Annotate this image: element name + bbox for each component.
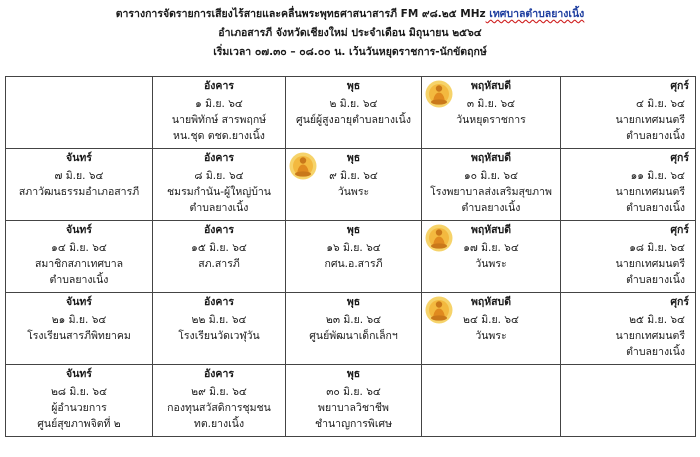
schedule-title-municipality: เทศบาลตำบลยางเนิ้ง [485, 8, 585, 20]
weekday-label: พุธ [346, 224, 361, 236]
week-row [6, 365, 696, 437]
day-cell [153, 77, 286, 149]
speaker-line: ตำบลยางเนิ้ง [189, 202, 249, 214]
speaker-line: สภาวัฒนธรรมอำเภอสารภี [18, 186, 140, 198]
weekday-label: อังคาร [204, 368, 234, 380]
date-label: ๗ มิ.ย. ๖๔ [54, 170, 104, 182]
speaker-line: โรงเรียนวัดเวฬุวัน [178, 330, 260, 342]
speaker-line: หน.ชุด ตชด.ยางเนิ้ง [173, 130, 265, 142]
weekday-label: ศุกร์ [670, 80, 689, 92]
day-cell [6, 149, 153, 221]
date-label: ๒๓ มิ.ย. ๖๔ [325, 314, 382, 326]
day-cell [561, 365, 696, 437]
broadcast-schedule-table [5, 76, 696, 437]
day-cell [286, 77, 422, 149]
day-cell [422, 77, 561, 149]
date-label: ๘ มิ.ย. ๖๔ [194, 170, 244, 182]
day-cell [561, 77, 696, 149]
weekday-label: อังคาร [204, 152, 234, 164]
speaker-line: นายพิทักษ์ สารพฤกษ์ [171, 114, 267, 126]
weekday-label: พฤหัสบดี [470, 152, 512, 164]
schedule-title-main: ตารางการจัดรายการเสียงไร้สายและคลื่นพระพุทธศาสนาสารภี FM ๙๘.๒๕ MHz [115, 8, 486, 20]
buddha-icon [425, 224, 453, 252]
speaker-line: วันหยุดราชการ [456, 114, 526, 126]
date-label: ๑๑ มิ.ย. ๖๔ [630, 170, 685, 182]
weekday-label: พุธ [346, 80, 361, 92]
week-row [6, 221, 696, 293]
buddha-icon [425, 296, 453, 324]
week-row [6, 293, 696, 365]
speaker-line: ศูนย์พัฒนาเด็กเล็กฯ [309, 330, 398, 342]
weekday-label: ศุกร์ [670, 224, 689, 236]
schedule-subtitle: อำเภอสารภี จังหวัดเชียงใหม่ ประจำเดือน มิถุนายน ๒๕๖๔ [218, 27, 482, 39]
weekday-label: พุธ [346, 368, 361, 380]
buddha-icon [425, 80, 453, 108]
day-cell [422, 221, 561, 293]
schedule-title [0, 5, 700, 22]
day-cell [422, 365, 561, 437]
speaker-line: ผู้อำนวยการ [51, 402, 107, 414]
date-label: ๙ มิ.ย. ๖๔ [329, 170, 378, 182]
day-cell [561, 293, 696, 365]
day-cell [561, 221, 696, 293]
speaker-line: ชำนาญการพิเศษ [314, 418, 393, 430]
date-label: ๑๔ มิ.ย. ๖๔ [51, 242, 107, 254]
speaker-line: กองทุนสวัสดิการชุมชน [167, 402, 271, 414]
speaker-line: โรงเรียนสารภีพิทยาคม [27, 330, 131, 342]
day-cell [561, 149, 696, 221]
day-cell [6, 77, 153, 149]
day-cell [6, 365, 153, 437]
weekday-label: อังคาร [204, 80, 234, 92]
speaker-line: วันพระ [475, 258, 507, 270]
weekday-label: อังคาร [204, 224, 234, 236]
speaker-line: ตำบลยางเนิ้ง [49, 274, 109, 286]
date-label: ๒๙ มิ.ย. ๖๔ [191, 386, 247, 398]
date-label: ๔ มิ.ย. ๖๔ [636, 98, 685, 110]
date-label: ๓ มิ.ย. ๖๔ [466, 98, 516, 110]
date-label: ๒๔ มิ.ย. ๖๔ [463, 314, 519, 326]
buddha-icon [289, 152, 317, 180]
day-cell [286, 149, 422, 221]
speaker-line: นายกเทศมนตรี [615, 186, 685, 198]
week-row [6, 77, 696, 149]
date-label: ๑๐ มิ.ย. ๖๔ [463, 170, 519, 182]
weekday-label: จันทร์ [66, 368, 92, 380]
day-cell [6, 293, 153, 365]
weekday-label: จันทร์ [66, 224, 92, 236]
weekday-label: จันทร์ [66, 296, 92, 308]
week-row [6, 149, 696, 221]
weekday-label: พุธ [346, 296, 361, 308]
speaker-line: สมาชิกสภาเทศบาล [34, 258, 124, 270]
day-cell [153, 221, 286, 293]
weekday-label: พุธ [346, 152, 361, 164]
date-label: ๓๐ มิ.ย. ๖๔ [326, 386, 381, 398]
date-label: ๑๕ มิ.ย. ๖๔ [191, 242, 247, 254]
day-cell [422, 293, 561, 365]
day-cell [286, 293, 422, 365]
speaker-line: ศูนย์ผู้สูงอายุตำบลยางเนิ้ง [296, 114, 411, 126]
speaker-line: ตำบลยางเนิ้ง [626, 202, 685, 214]
date-label: ๒๕ มิ.ย. ๖๔ [629, 314, 685, 326]
date-label: ๒๘ มิ.ย. ๖๔ [50, 386, 108, 398]
date-label: ๑๖ มิ.ย. ๖๔ [326, 242, 381, 254]
speaker-line: วันพระ [475, 330, 507, 342]
speaker-line: พยาบาลวิชาชีพ [318, 402, 389, 414]
weekday-label: จันทร์ [66, 152, 92, 164]
date-label: ๑๗ มิ.ย. ๖๔ [463, 242, 519, 254]
day-cell [153, 149, 286, 221]
day-cell [153, 365, 286, 437]
speaker-line: สภ.สารภี [198, 258, 240, 270]
speaker-line: นายกเทศมนตรี [615, 114, 685, 126]
weekday-label: ศุกร์ [670, 152, 689, 164]
day-cell [153, 293, 286, 365]
day-cell [6, 221, 153, 293]
speaker-line: นายกเทศมนตรี [615, 258, 685, 270]
day-cell [286, 365, 422, 437]
speaker-line: ชมรมกำนัน-ผู้ใหญ่บ้าน [167, 186, 271, 198]
weekday-label: พฤหัสบดี [470, 224, 512, 236]
date-label: ๒๑ มิ.ย. ๖๔ [51, 314, 107, 326]
day-cell [422, 149, 561, 221]
date-label: ๒๒ มิ.ย. ๖๔ [191, 314, 247, 326]
day-cell [286, 221, 422, 293]
weekday-label: พฤหัสบดี [470, 80, 512, 92]
speaker-line: โรงพยาบาลส่งเสริมสุขภาพ [430, 186, 552, 198]
weekday-label: พฤหัสบดี [470, 296, 512, 308]
speaker-line: กศน.อ.สารภี [324, 258, 383, 270]
speaker-line: วันพระ [337, 186, 370, 198]
speaker-line: ตำบลยางเนิ้ง [626, 130, 685, 142]
date-label: ๑ มิ.ย. ๖๔ [195, 98, 243, 110]
date-label: ๒ มิ.ย. ๖๔ [329, 98, 378, 110]
speaker-line: ทต.ยางเนิ้ง [193, 418, 245, 430]
weekday-label: อังคาร [204, 296, 234, 308]
schedule-time-note: เริ่มเวลา ๐๗.๓๐ – ๐๘.๐๐ น. เว้นวันหยุดราชการ-นักขัตฤกษ์ [213, 46, 487, 58]
weekday-label: ศุกร์ [670, 296, 689, 308]
speaker-line: ตำบลยางเนิ้ง [626, 274, 685, 286]
speaker-line: ตำบลยางเนิ้ง [461, 202, 521, 214]
speaker-line: นายกเทศมนตรี [615, 330, 685, 342]
speaker-line: ตำบลยางเนิ้ง [626, 346, 685, 358]
date-label: ๑๘ มิ.ย. ๖๔ [629, 242, 685, 254]
speaker-line: ศูนย์สุขภาพจิตที่ ๒ [37, 418, 121, 430]
